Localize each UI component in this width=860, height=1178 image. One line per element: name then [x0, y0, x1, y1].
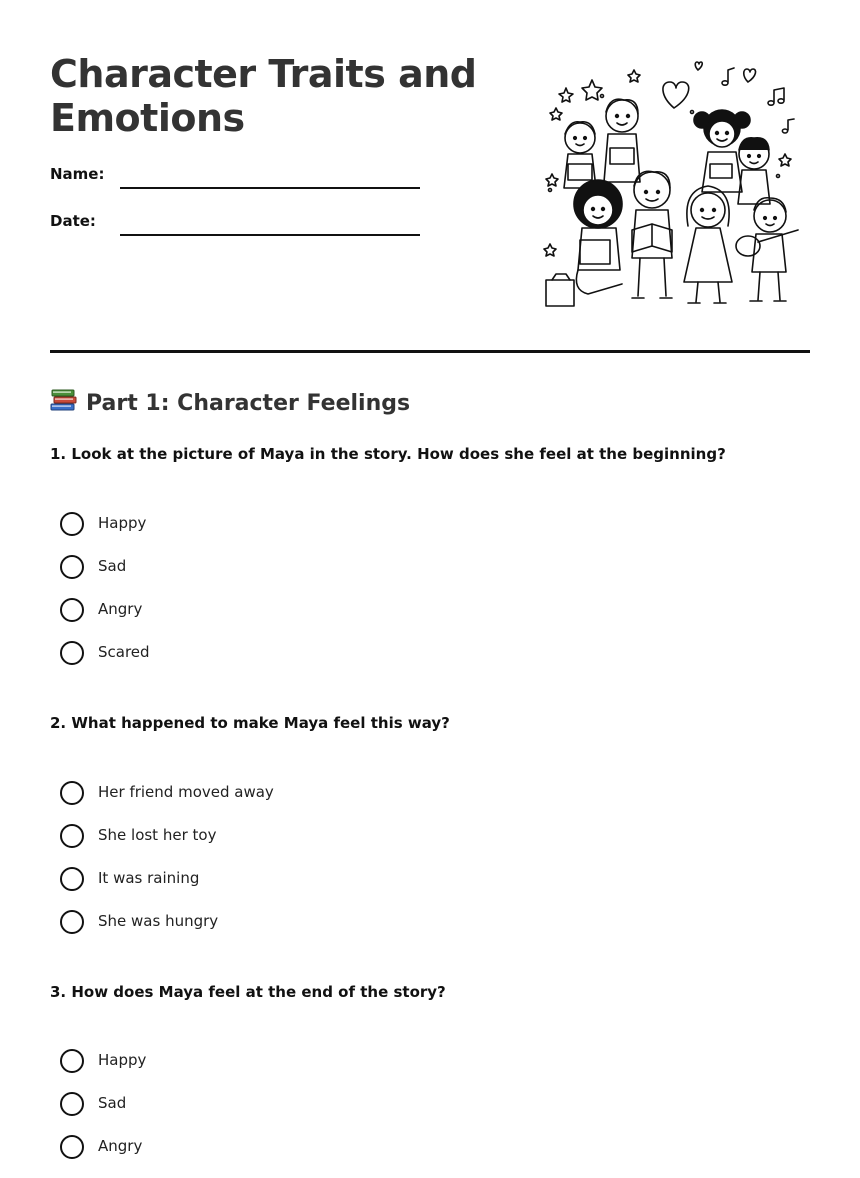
radio-button[interactable] [60, 555, 84, 579]
worksheet-header [50, 0, 810, 353]
section-title-text: Part 1: Character Feelings [86, 391, 411, 416]
option-label: Happy [98, 514, 147, 532]
name-input-line[interactable] [120, 187, 420, 189]
radio-button[interactable] [60, 1135, 84, 1159]
option-label: She was hungry [98, 912, 219, 930]
question-1 [50, 444, 810, 661]
radio-button[interactable] [60, 867, 84, 891]
books-icon [50, 387, 78, 413]
radio-button[interactable] [60, 1092, 84, 1116]
page-title: Character Traits and Emotions [50, 52, 477, 140]
option-q1-d[interactable] [50, 641, 450, 684]
option-q2-b[interactable] [50, 824, 450, 867]
question-2 [50, 713, 810, 930]
name-label: Name: [50, 165, 105, 183]
option-label: Angry [98, 1137, 143, 1155]
radio-button[interactable] [60, 641, 84, 665]
question-3-options [50, 1049, 450, 1178]
radio-button[interactable] [60, 598, 84, 622]
option-label: It was raining [98, 869, 200, 887]
date-input-line[interactable] [120, 234, 420, 236]
question-3-text: 3. How does Maya feel at the end of the story? [50, 983, 446, 1001]
option-q2-a[interactable] [50, 781, 450, 824]
option-label: Sad [98, 1094, 127, 1112]
radio-button[interactable] [60, 781, 84, 805]
section-heading [50, 387, 410, 420]
radio-button[interactable] [60, 910, 84, 934]
option-label: Scared [98, 643, 150, 661]
option-label: Sad [98, 557, 127, 575]
question-1-text: 1. Look at the picture of Maya in the story. How does she feel at the beginning? [50, 445, 726, 463]
option-label: Happy [98, 1051, 147, 1069]
radio-button[interactable] [60, 824, 84, 848]
option-q1-c[interactable] [50, 598, 450, 641]
option-q1-b[interactable] [50, 555, 450, 598]
radio-button[interactable] [60, 1049, 84, 1073]
question-1-options [50, 512, 450, 684]
question-3 [50, 982, 810, 1155]
name-field[interactable] [50, 162, 470, 192]
option-q3-b[interactable] [50, 1092, 450, 1135]
option-label: Angry [98, 600, 143, 618]
option-q2-d[interactable] [50, 910, 450, 953]
children-illustration [542, 58, 802, 314]
option-q3-a[interactable] [50, 1049, 450, 1092]
option-label: Her friend moved away [98, 783, 274, 801]
date-label: Date: [50, 212, 96, 230]
option-q1-a[interactable] [50, 512, 450, 555]
option-label: She lost her toy [98, 826, 217, 844]
date-field[interactable] [50, 209, 470, 239]
question-2-options [50, 781, 450, 953]
worksheet-page [50, 0, 810, 1161]
question-2-text: 2. What happened to make Maya feel this way? [50, 714, 450, 732]
option-q2-c[interactable] [50, 867, 450, 910]
radio-button[interactable] [60, 512, 84, 536]
option-q3-c[interactable] [50, 1135, 450, 1178]
